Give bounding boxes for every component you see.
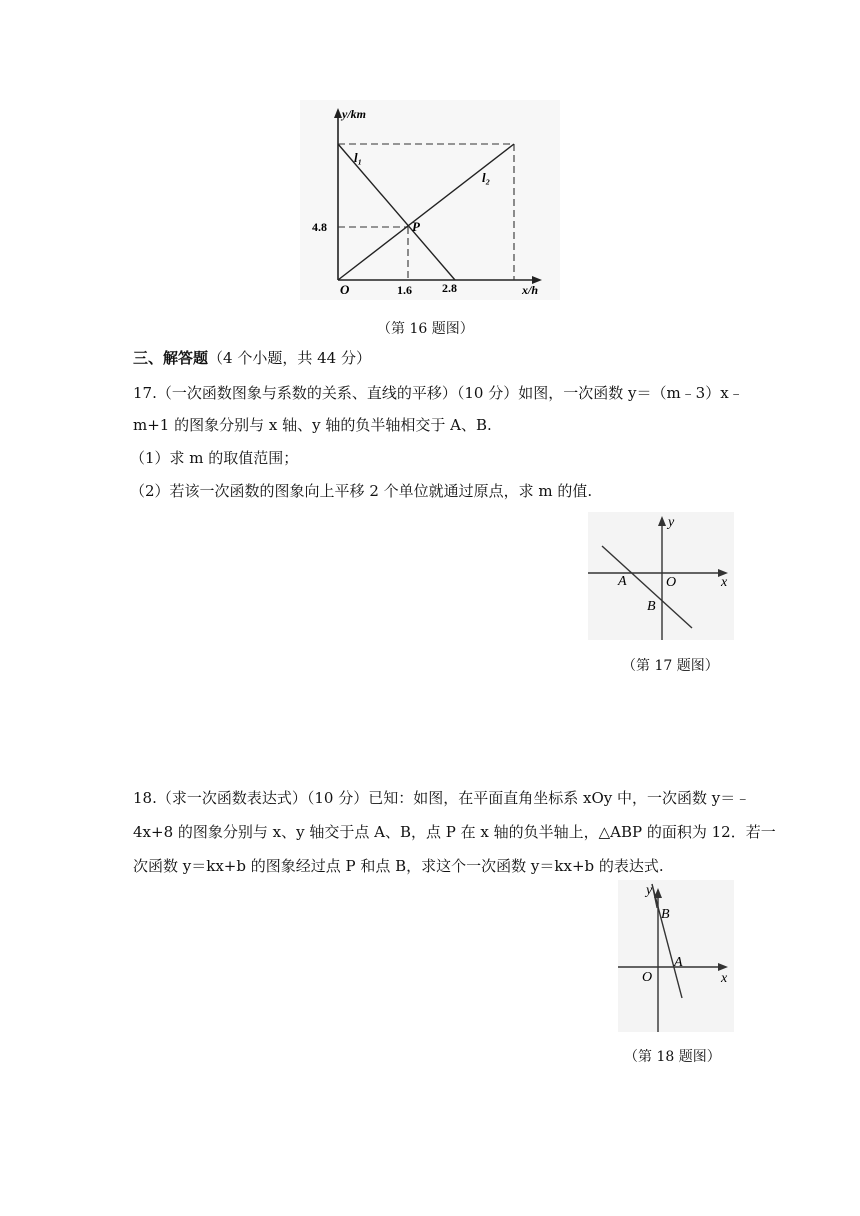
figure-16-caption: （第 16 题图） <box>377 321 474 337</box>
point-p-label: P <box>412 219 420 234</box>
point-b-label: B <box>647 599 656 614</box>
origin-label: O <box>340 282 350 297</box>
figure-17-caption: （第 17 题图） <box>622 658 719 674</box>
x-axis-label: x/h <box>522 283 539 297</box>
q18-line-1: 18.（求一次函数表达式）（10 分）已知：如图，在平面直角坐标系 xOy 中，一次函数 y＝﹣ <box>133 789 751 807</box>
figure-18 <box>618 880 734 1032</box>
figure-16 <box>300 100 560 300</box>
figure-17 <box>588 512 734 640</box>
q18-line-2: 4x+8 的图象分别与 x、y 轴交于点 A、B，点 P 在 x 轴的负半轴上，△ABP 的面积为 12．若一 <box>133 823 776 841</box>
section-heading <box>133 348 371 368</box>
x-tick-2-label: 2.8 <box>442 281 457 295</box>
x-label: x <box>721 971 728 986</box>
q17-line-1: 17.（一次函数图象与系数的关系、直线的平移）（10 分）如图，一次函数 y＝（m﹣3）x﹣ <box>133 384 744 402</box>
q18-line-3: 次函数 y＝kx+b 的图象经过点 P 和点 B，求这个一次函数 y＝kx+b 的表达式. <box>133 857 664 875</box>
y-tick-label: 4.8 <box>312 220 327 234</box>
origin-label: O <box>642 970 653 985</box>
section-note: （4 个小题，共 44 分） <box>208 349 371 367</box>
y-axis-label: y/km <box>342 107 366 121</box>
point-a-label: A <box>618 574 627 589</box>
q17-line-2: m+1 的图象分别与 x 轴、y 轴的负半轴相交于 A、B. <box>133 416 492 434</box>
figure-18-caption: （第 18 题图） <box>624 1049 721 1065</box>
line2-label: l₂ <box>482 170 491 185</box>
y-label: y <box>646 883 653 898</box>
point-a-label: A <box>674 955 683 970</box>
q17-part-1: （1）求 m 的取值范围； <box>130 449 299 467</box>
point-b-label: B <box>661 907 670 922</box>
section-title: 三、解答题 <box>133 349 209 367</box>
q17-part-2: （2）若该一次函数的图象向上平移 2 个单位就通过原点，求 m 的值. <box>130 482 593 500</box>
line1-label: l₁ <box>354 150 363 165</box>
y-label: y <box>668 515 675 530</box>
x-tick-1-label: 1.6 <box>397 283 412 297</box>
origin-label: O <box>666 575 677 590</box>
x-label: x <box>721 575 728 590</box>
